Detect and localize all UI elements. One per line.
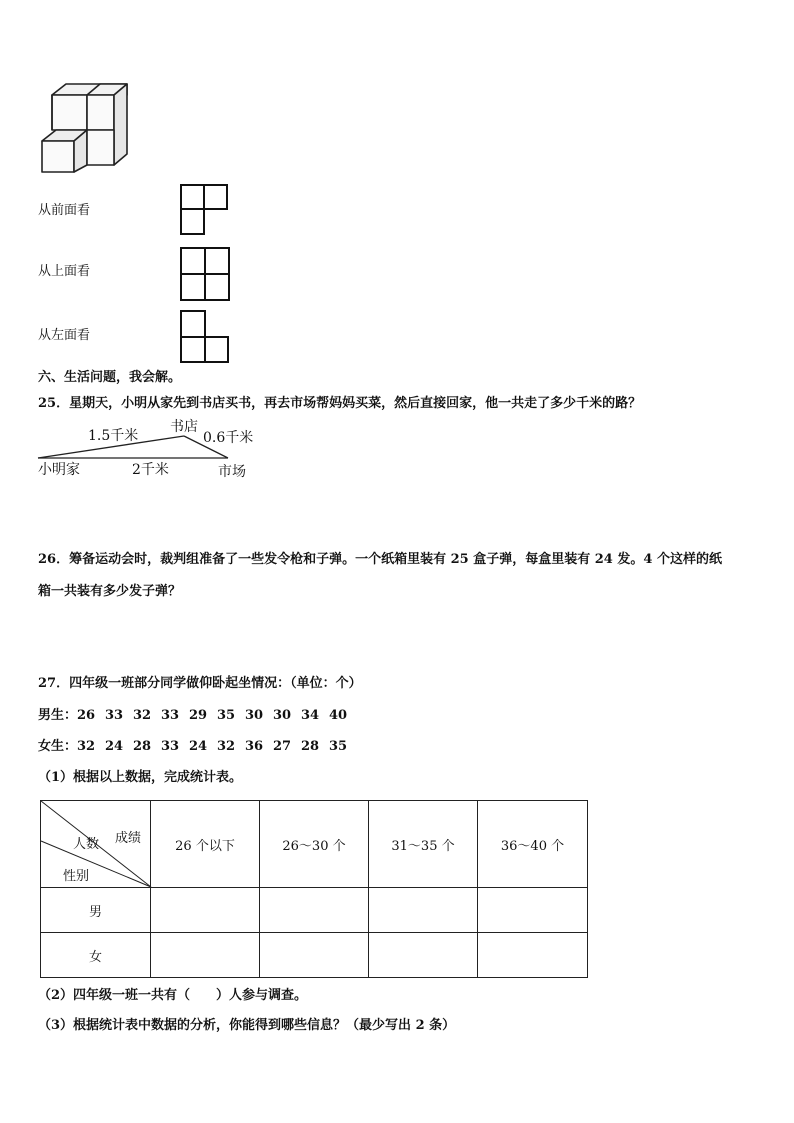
boys-score: 29 xyxy=(189,708,208,723)
boys-score: 30 xyxy=(273,708,292,723)
q27-part1: （1）根据以上数据，完成统计表。 xyxy=(38,770,243,785)
boys-label: 男生： xyxy=(38,708,78,723)
answer-cell[interactable] xyxy=(369,933,478,978)
girls-score: 36 xyxy=(245,739,264,754)
q25-home-label: 小明家 xyxy=(38,462,80,478)
boys-score: 33 xyxy=(105,708,124,723)
girls-score: 28 xyxy=(301,739,320,754)
boys-score: 40 xyxy=(329,708,348,723)
girls-score: 32 xyxy=(77,739,96,754)
boys-score: 32 xyxy=(133,708,152,723)
column-header: 26～30 个 xyxy=(260,801,369,888)
q25-text: 25．星期天，小明从家先到书店买书，再去市场帮妈妈买菜，然后直接回家，他一共走了多少千米的路？ xyxy=(38,396,642,411)
left-view-label: 从左面看 xyxy=(38,328,91,343)
row-label-girls: 女 xyxy=(41,933,151,978)
row-label-boys: 男 xyxy=(41,888,151,933)
boys-score: 33 xyxy=(161,708,180,723)
boys-score: 35 xyxy=(217,708,236,723)
q25-bookstore-market-distance: 0.6千米 xyxy=(203,430,254,446)
girls-score: 24 xyxy=(189,739,208,754)
girls-score: 33 xyxy=(161,739,180,754)
answer-cell[interactable] xyxy=(260,933,369,978)
answer-cell[interactable] xyxy=(260,888,369,933)
top-view-shape xyxy=(180,247,240,307)
stats-header-row xyxy=(41,801,588,888)
q27-boys-row xyxy=(38,708,347,724)
q25-home-bookstore-distance: 1.5千米 xyxy=(88,428,139,444)
girls-label: 女生： xyxy=(38,739,78,754)
girls-score: 28 xyxy=(133,739,152,754)
stats-table xyxy=(40,800,588,978)
left-view-shape xyxy=(180,310,240,370)
boys-score: 26 xyxy=(77,708,96,723)
boys-score: 34 xyxy=(301,708,320,723)
stats-corner-cell xyxy=(41,801,151,888)
q27-intro: 27．四年级一班部分同学做仰卧起坐情况：（单位：个） xyxy=(38,676,362,691)
top-view-label: 从上面看 xyxy=(38,264,91,279)
q26-text-line1: 26．筹备运动会时，裁判组准备了一些发令枪和子弹。一个纸箱里装有 25 盒子弹，每盒里装有 24 发。4 个这样的纸 xyxy=(38,552,722,567)
column-header: 26 个以下 xyxy=(151,801,260,888)
table-row-boys xyxy=(41,888,588,933)
q27-girls-row xyxy=(38,739,347,755)
column-header: 31～35 个 xyxy=(369,801,478,888)
q25-home-market-distance: 2千米 xyxy=(132,462,169,478)
answer-cell[interactable] xyxy=(478,888,588,933)
section-heading: 六、生活问题，我会解。 xyxy=(38,370,182,385)
q25-market-label: 市场 xyxy=(218,464,246,480)
answer-cell[interactable] xyxy=(151,933,260,978)
boys-score: 30 xyxy=(245,708,264,723)
q26-text-line2: 箱一共装有多少发子弹？ xyxy=(38,584,182,599)
q27-part3: （3）根据统计表中数据的分析，你能得到哪些信息？（最少写出 2 条） xyxy=(38,1018,456,1033)
boys-values xyxy=(77,708,347,723)
column-header: 36～40 个 xyxy=(478,801,588,888)
girls-score: 35 xyxy=(329,739,348,754)
answer-cell[interactable] xyxy=(478,933,588,978)
girls-values xyxy=(77,739,347,754)
corner-count-label: 人数 xyxy=(73,837,100,852)
q25-bookstore-label: 书店 xyxy=(170,419,198,435)
corner-score-label: 成绩 xyxy=(115,831,142,846)
corner-gender-label: 性别 xyxy=(63,869,90,884)
girls-score: 27 xyxy=(273,739,292,754)
girls-score: 32 xyxy=(217,739,236,754)
answer-cell[interactable] xyxy=(369,888,478,933)
table-row-girls xyxy=(41,933,588,978)
front-view-label: 从前面看 xyxy=(38,203,91,218)
answer-cell[interactable] xyxy=(151,888,260,933)
front-view-shape xyxy=(180,184,240,244)
girls-score: 24 xyxy=(105,739,124,754)
q27-part2: （2）四年级一班一共有（ ）人参与调查。 xyxy=(38,988,308,1003)
